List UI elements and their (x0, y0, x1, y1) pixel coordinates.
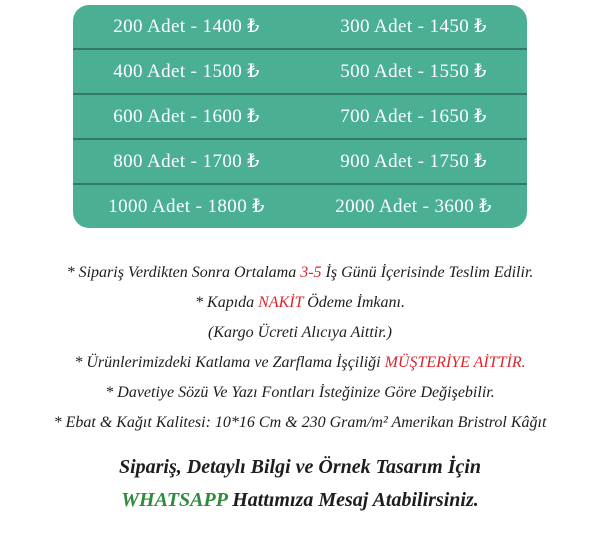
price-row-4 (73, 138, 527, 183)
note-payment-suffix: Ödeme İmkanı. (303, 294, 405, 311)
note-labor-highlight: MÜŞTERİYE AİTTİR. (384, 354, 526, 371)
note-delivery (0, 258, 600, 288)
price-row-5 (73, 183, 527, 228)
note-labor-prefix: * Ürünlerimizdeki Katlama ve Zarflama İşçiliği (74, 354, 385, 371)
note-cargo: (Kargo Ücreti Alıcıya Aittir.) (208, 324, 392, 341)
price-table (73, 5, 527, 228)
price-cell-700: 700 Adet - 1650 ₺ (340, 106, 487, 127)
note-delivery-suffix: İş Günü İçerisinde Teslim Edilir. (321, 264, 534, 281)
whatsapp-highlight: WHATSAPP (121, 489, 228, 511)
price-row-2 (73, 48, 527, 93)
note-fonts: * Davetiye Sözü Ve Yazı Fontları İsteğinize Göre Değişebilir. (105, 384, 495, 401)
footer-line-1: Sipariş, Detaylı Bilgi ve Örnek Tasarım İçin (118, 456, 482, 478)
price-cell-900: 900 Adet - 1750 ₺ (340, 151, 487, 172)
note-payment (0, 288, 600, 318)
price-cell-400: 400 Adet - 1500 ₺ (113, 61, 260, 82)
price-cell-600: 600 Adet - 1600 ₺ (113, 106, 260, 127)
price-cell-300: 300 Adet - 1450 ₺ (340, 16, 487, 37)
note-labor (0, 348, 600, 378)
footer-section (0, 451, 600, 517)
price-row-3 (73, 93, 527, 138)
price-cell-1000: 1000 Adet - 1800 ₺ (108, 196, 265, 217)
notes-section (0, 258, 600, 438)
price-cell-200: 200 Adet - 1400 ₺ (113, 16, 260, 37)
footer-line-2 (0, 484, 600, 517)
pricing-flyer (0, 5, 600, 536)
note-delivery-highlight: 3-5 (300, 264, 322, 281)
price-cell-800: 800 Adet - 1700 ₺ (113, 151, 260, 172)
footer-line-2-rest: Hattımıza Mesaj Atabilirsiniz. (227, 489, 479, 511)
note-payment-prefix: * Kapıda (195, 294, 259, 311)
note-payment-highlight: NAKİT (258, 294, 304, 311)
note-delivery-prefix: * Sipariş Verdikten Sonra Ortalama (66, 264, 301, 281)
note-size-quality: * Ebat & Kağıt Kalitesi: 10*16 Cm & 230 Gram/m² Amerikan Bristrol Kâğıt (53, 414, 547, 431)
price-cell-2000: 2000 Adet - 3600 ₺ (335, 196, 492, 217)
price-row-1 (73, 5, 527, 48)
price-cell-500: 500 Adet - 1550 ₺ (340, 61, 487, 82)
